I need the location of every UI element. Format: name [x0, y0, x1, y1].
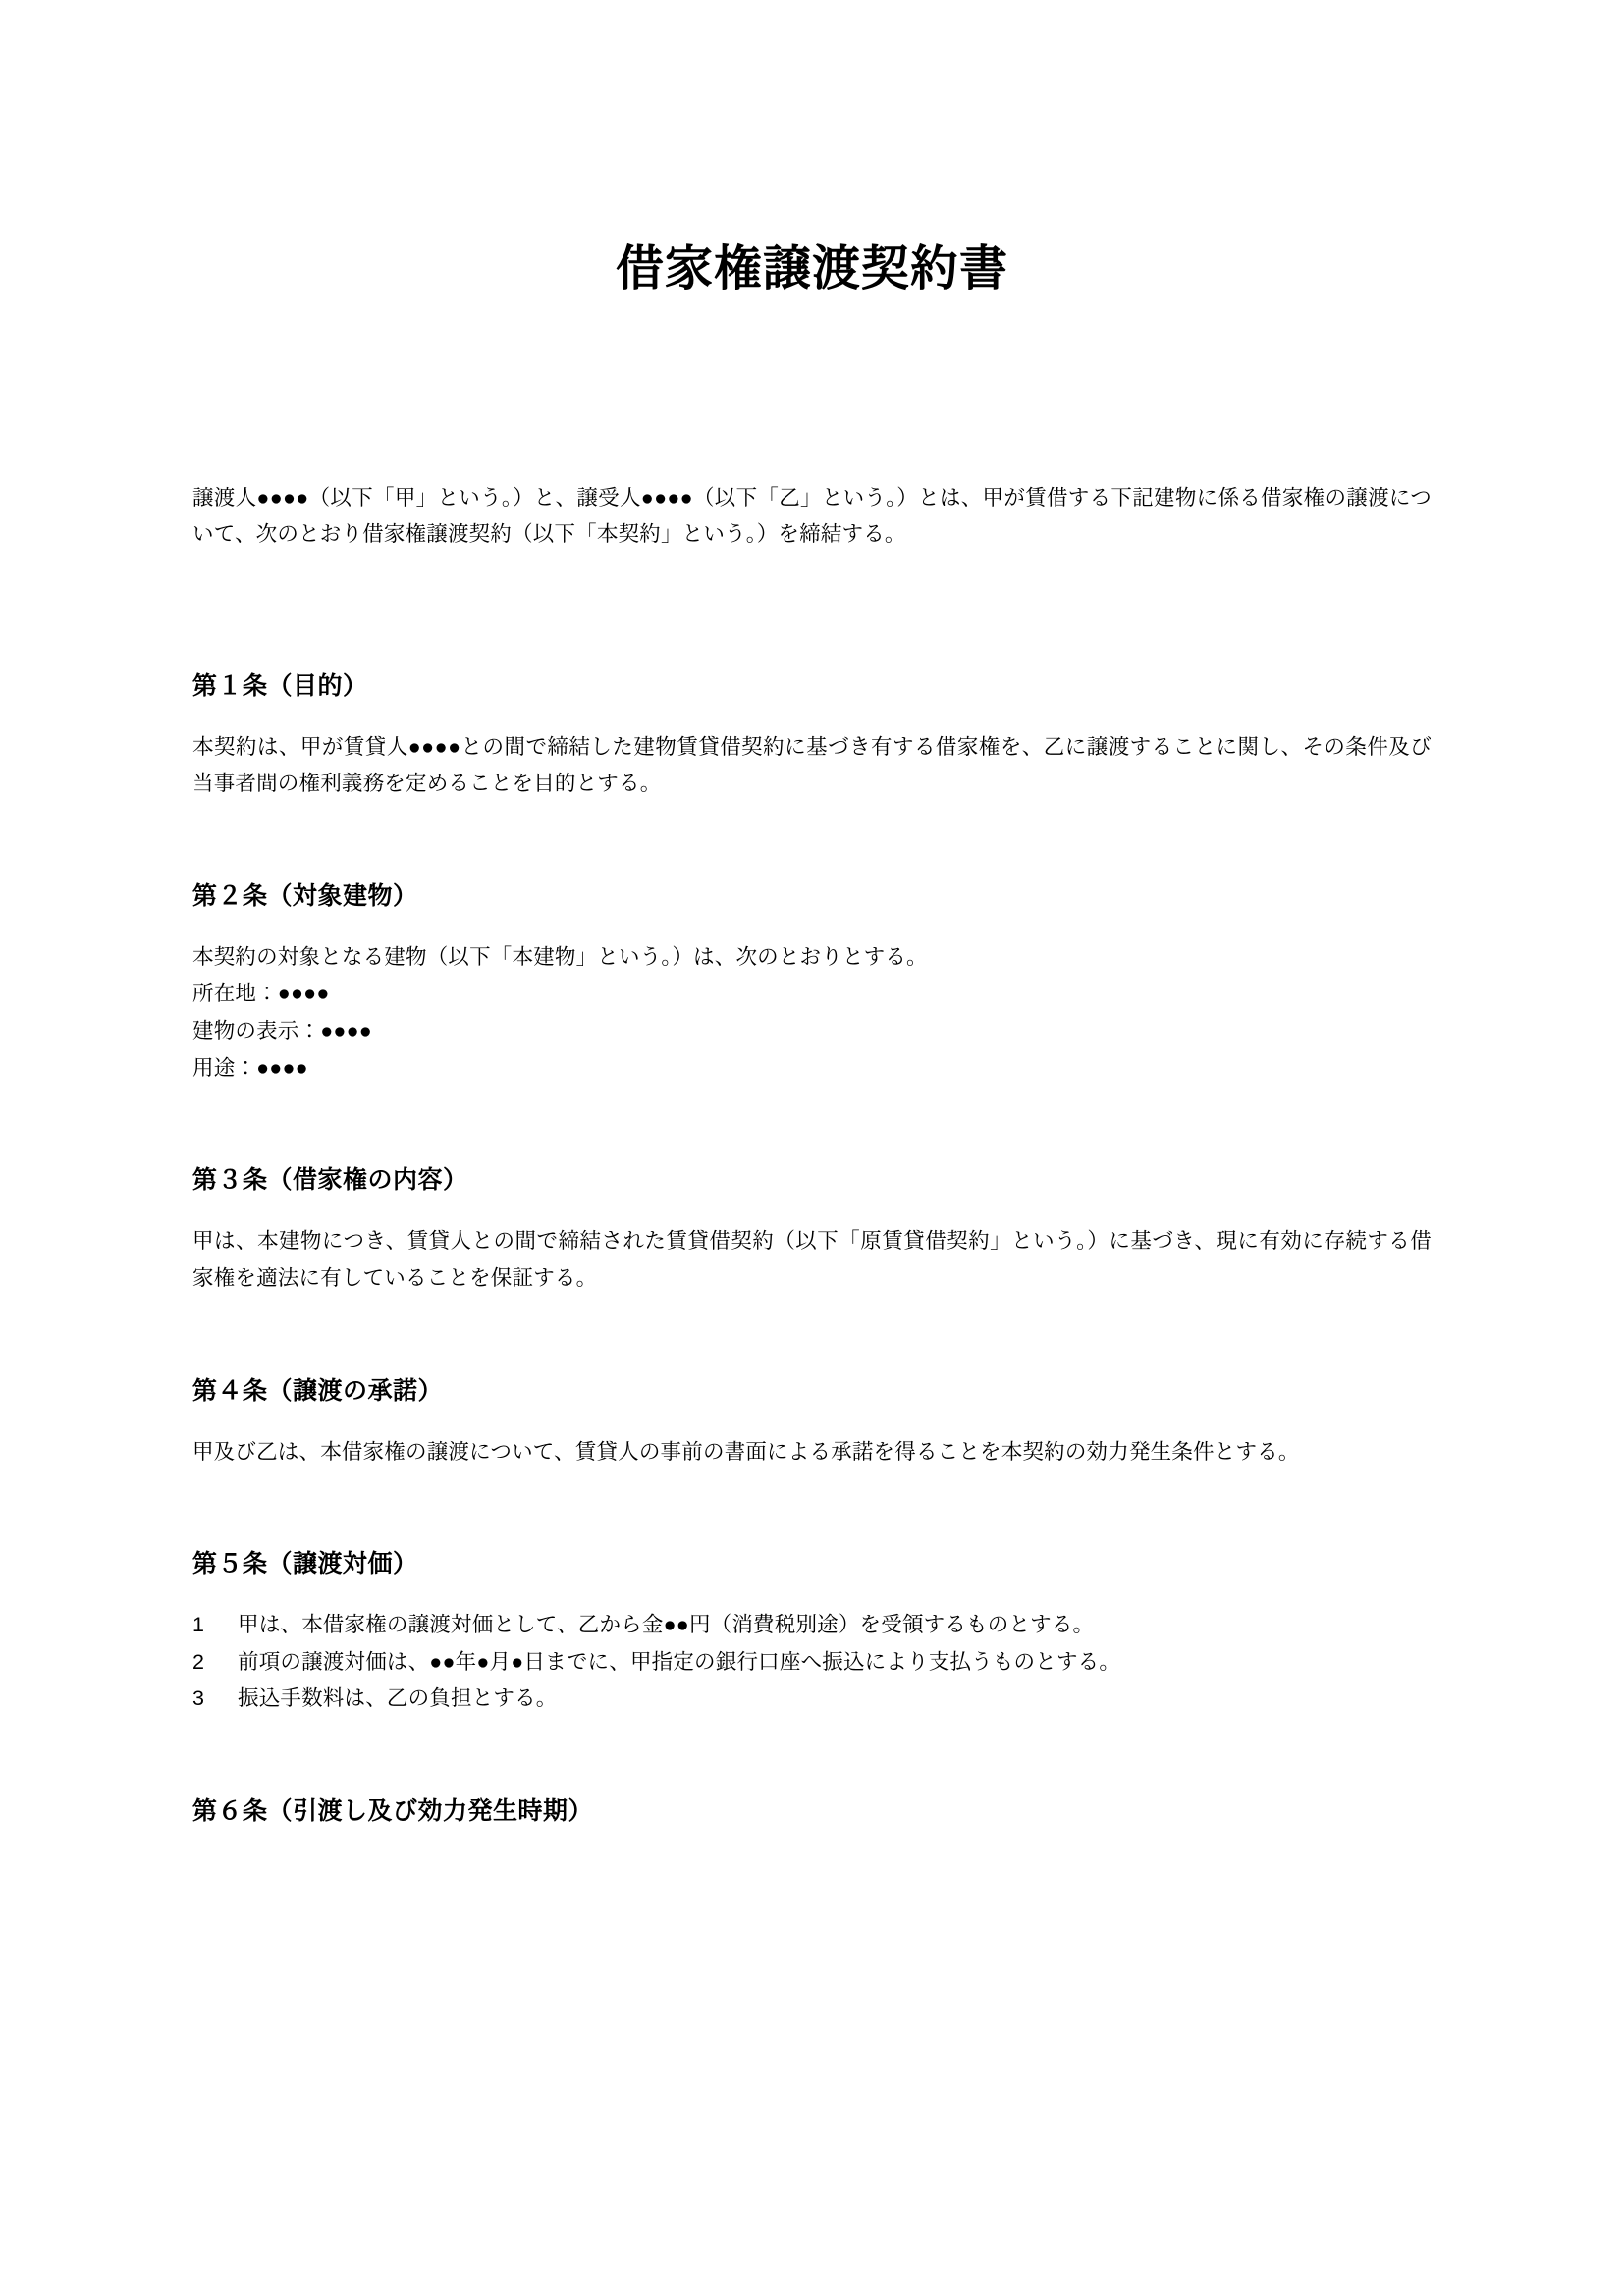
list-item-number: 3 [192, 1686, 205, 1711]
article-3 [192, 1163, 1432, 1297]
list-item-text: 甲は、本借家権の譲渡対価として、乙から金●●円（消費税別途）を受領するものとする。 [238, 1613, 1095, 1637]
document-content [192, 0, 1432, 1829]
article-5-heading: 第５条（譲渡対価） [192, 1550, 418, 1578]
article-4-body-line: 甲及び乙は、本借家権の譲渡について、賃貸人の事前の書面による承諾を得ることを本契約の効力発生条件とする。 [192, 1439, 1300, 1464]
article-1-body-line: 本契約は、甲が賃貸人●●●●との間で締結した建物賃貸借契約に基づき有する借家権を、乙に譲渡することに関し、その条件及び当事者間の権利義務を定めることを目的とする。 [192, 734, 1432, 796]
article-5-item-list [192, 1607, 1432, 1718]
spacer [192, 1198, 1432, 1223]
article-6 [192, 1794, 1432, 1829]
article-4-body [192, 1434, 1432, 1471]
spacer [192, 1409, 1432, 1434]
article-2 [192, 880, 1432, 1088]
article-2-body [192, 939, 1432, 1088]
spacer [192, 1718, 1432, 1794]
article-3-heading: 第３条（借家権の内容） [192, 1166, 468, 1195]
article-1-body [192, 729, 1432, 803]
article-3-body-line: 甲は、本建物につき、賃貸人との間で締結された賃貸借契約（以下「原賃貸借契約」という。）に基づき、現に有効に存続する借家権を適法に有していることを保証する。 [192, 1229, 1432, 1290]
spacer [192, 1470, 1432, 1547]
article-1-heading: 第１条（目的） [192, 671, 368, 700]
article-4 [192, 1374, 1432, 1471]
spacer [192, 704, 1432, 729]
spacer [192, 803, 1432, 880]
article-3-body [192, 1223, 1432, 1297]
article-6-heading: 第６条（引渡し及び効力発生時期） [192, 1797, 594, 1826]
article-2-building-line: 建物の表示：●●●● [192, 1019, 372, 1043]
spacer [192, 914, 1432, 939]
list-item [192, 1607, 1432, 1644]
list-item [192, 1644, 1432, 1682]
list-item-text: 前項の譲渡対価は、●●年●月●日までに、甲指定の銀行口座へ振込により支払うものとする。 [238, 1649, 1121, 1674]
spacer [192, 1298, 1432, 1374]
page-title: 借家権譲渡契約書 [615, 242, 1008, 295]
article-2-body-line: 本契約の対象となる建物（以下「本建物」という。）は、次のとおりとする。 [192, 944, 928, 969]
list-item-number: 2 [192, 1649, 205, 1674]
article-5 [192, 1547, 1432, 1718]
article-1 [192, 669, 1432, 803]
article-2-heading: 第２条（対象建物） [192, 881, 418, 910]
list-item [192, 1681, 1432, 1718]
list-item-number: 1 [192, 1613, 205, 1637]
article-2-usage-line: 用途：●●●● [192, 1055, 308, 1080]
spacer [192, 1087, 1432, 1163]
article-4-heading: 第４条（譲渡の承諾） [192, 1376, 444, 1405]
list-item-text: 振込手数料は、乙の負担とする。 [238, 1686, 558, 1711]
spacer [192, 1581, 1432, 1607]
article-2-location-line: 所在地：●●●● [192, 982, 330, 1006]
spacer [192, 575, 1432, 669]
preamble-paragraph: 譲渡人●●●●（以下「甲」という。）と、譲受人●●●●（以下「乙」という。）とは、甲が賃借する下記建物に係る借家権の譲渡について、次のとおり借家権譲渡契約（以下「本契約」という。）を締結する。 [192, 485, 1432, 547]
